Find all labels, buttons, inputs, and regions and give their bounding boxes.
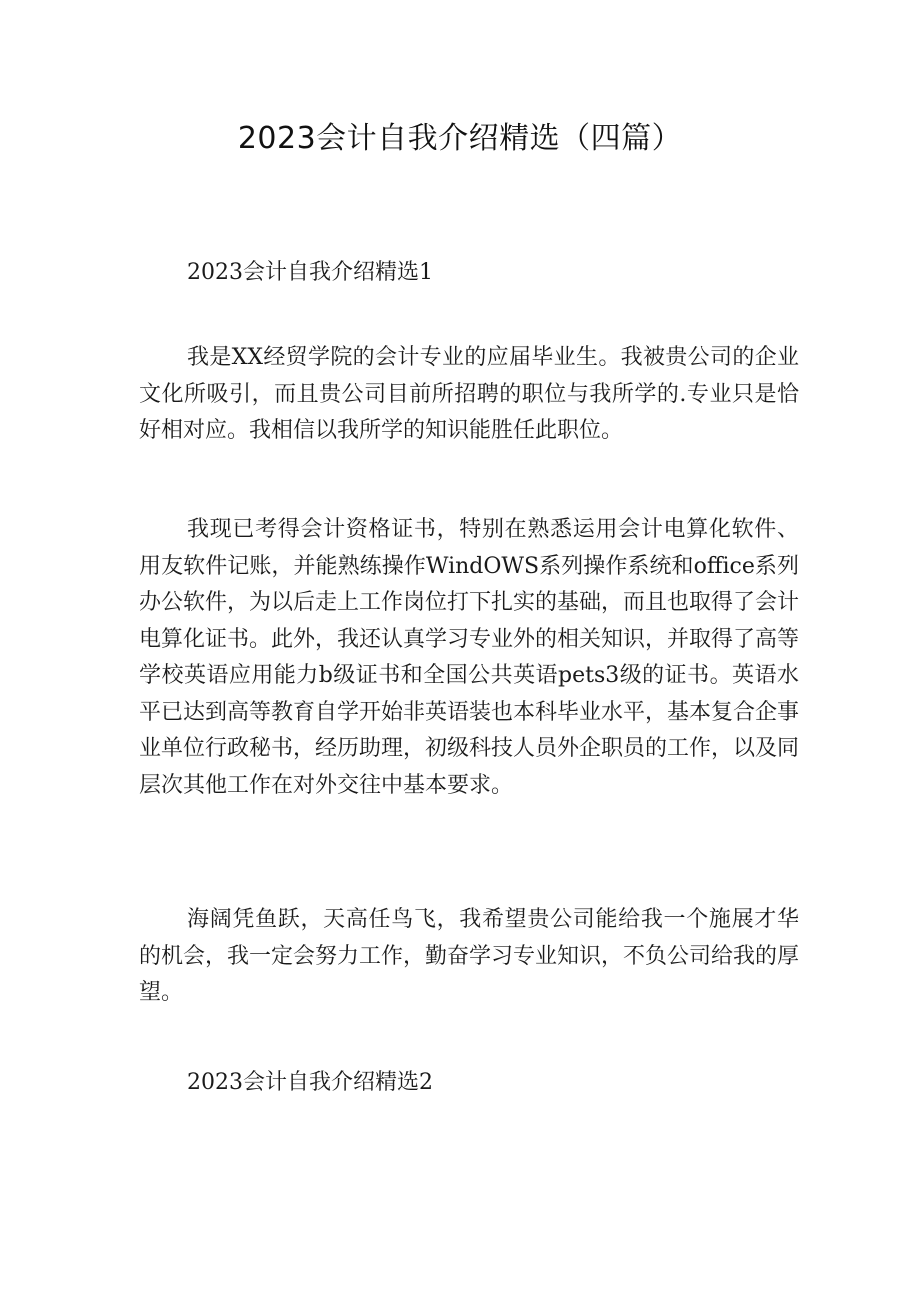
section-heading-1: 2023会计自我介绍精选1 <box>187 260 433 285</box>
document-title: 2023会计自我介绍精选（四篇） <box>237 121 683 156</box>
paragraph-2: 我现已考得会计资格证书，特别在熟悉运用会计电算化软件、用友软件记账，并能熟练操作WindOWS系列操作系统和office系列办公软件，为以后走上工作岗位打下扎实的基础，而且也取得了会计电算化证书。此外，我还认真学习专业外的相关知识，并取得了高等学校英语应用能力b级证书和全国公共英语pets3级的证书。英语水平已达到高等教育自学开始非英语装也本科毕业水平，基本复合企事业单位行政秘书，经历助理，初级科技人员外企职员的工作，以及同层次其他工作在对外交往中基本要求。 <box>139 517 800 798</box>
section-heading-2: 2023会计自我介绍精选2 <box>187 1070 433 1095</box>
paragraph-1: 我是XX经贸学院的会计专业的应届毕业生。我被贵公司的企业文化所吸引，而且贵公司目前所招聘的职位与我所学的.专业只是恰好相对应。我相信以我所学的知识能胜任此职位。 <box>139 345 799 443</box>
paragraph-3: 海阔凭鱼跃，天高任鸟飞，我希望贵公司能给我一个施展才华的机会，我一定会努力工作，勤奋学习专业知识，不负公司给我的厚望。 <box>139 907 800 1005</box>
